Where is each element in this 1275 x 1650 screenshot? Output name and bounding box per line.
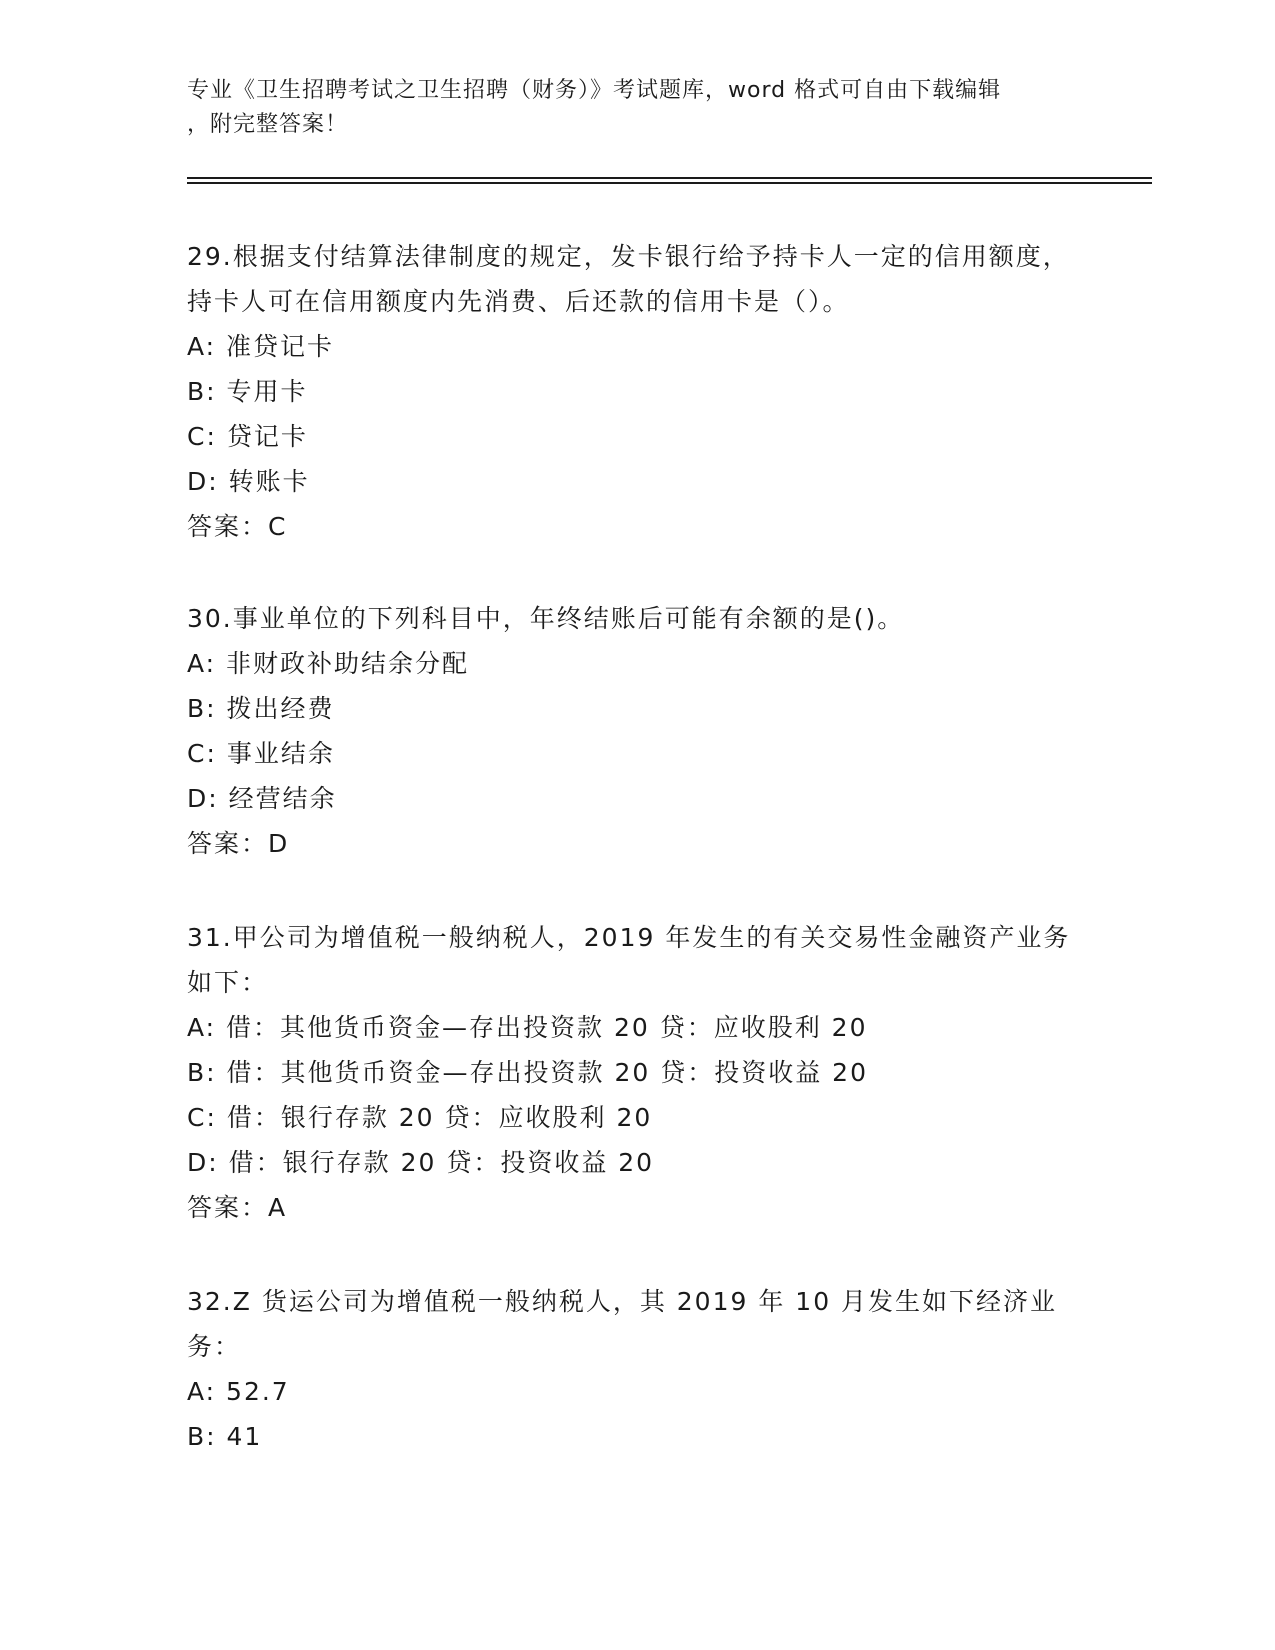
option-b: B: 拨出经费	[187, 694, 335, 723]
question-stem: 31.甲公司为增值税一般纳税人，2019 年发生的有关交易性金融资产业务如下：	[187, 923, 1071, 997]
question-32	[187, 1279, 1087, 1459]
question-stem: 29.根据支付结算法律制度的规定，发卡银行给予持卡人一定的信用额度，持卡人可在信用额度内先消费、后还款的信用卡是（）。	[187, 242, 1070, 316]
header-line-1: 专业《卫生招聘考试之卫生招聘（财务）》考试题库，word 格式可自由下载编辑	[187, 78, 1002, 103]
option-c: C: 事业结余	[187, 739, 335, 768]
question-stem: 30.事业单位的下列科目中，年终结账后可能有余额的是()。	[187, 604, 905, 633]
option-b: B: 借：其他货币资金—存出投资款 20 贷：投资收益 20	[187, 1058, 868, 1087]
question-29	[187, 234, 1087, 549]
option-c: C: 贷记卡	[187, 422, 308, 451]
option-d: D: 转账卡	[187, 467, 310, 496]
option-a: A: 52.7	[187, 1377, 290, 1406]
option-a: A: 非财政补助结余分配	[187, 649, 470, 678]
header-divider-bottom	[187, 182, 1152, 184]
option-b: B: 41	[187, 1422, 263, 1451]
header-line-2: ，附完整答案！	[187, 112, 349, 137]
option-d: D: 经营结余	[187, 784, 337, 813]
option-a: A: 借：其他货币资金—存出投资款 20 贷：应收股利 20	[187, 1013, 868, 1042]
question-30	[187, 596, 1087, 866]
question-stem: 32.Z 货运公司为增值税一般纳税人，其 2019 年 10 月发生如下经济业务：	[187, 1287, 1058, 1361]
answer: 答案：D	[187, 829, 290, 858]
option-d: D: 借：银行存款 20 贷：投资收益 20	[187, 1148, 655, 1177]
question-31	[187, 915, 1087, 1230]
header-divider-top	[187, 177, 1152, 179]
option-a: A: 准贷记卡	[187, 332, 335, 361]
option-b: B: 专用卡	[187, 377, 308, 406]
option-c: C: 借：银行存款 20 贷：应收股利 20	[187, 1103, 653, 1132]
document-header	[187, 74, 1077, 142]
answer: 答案：A	[187, 1193, 288, 1222]
answer: 答案：C	[187, 512, 288, 541]
